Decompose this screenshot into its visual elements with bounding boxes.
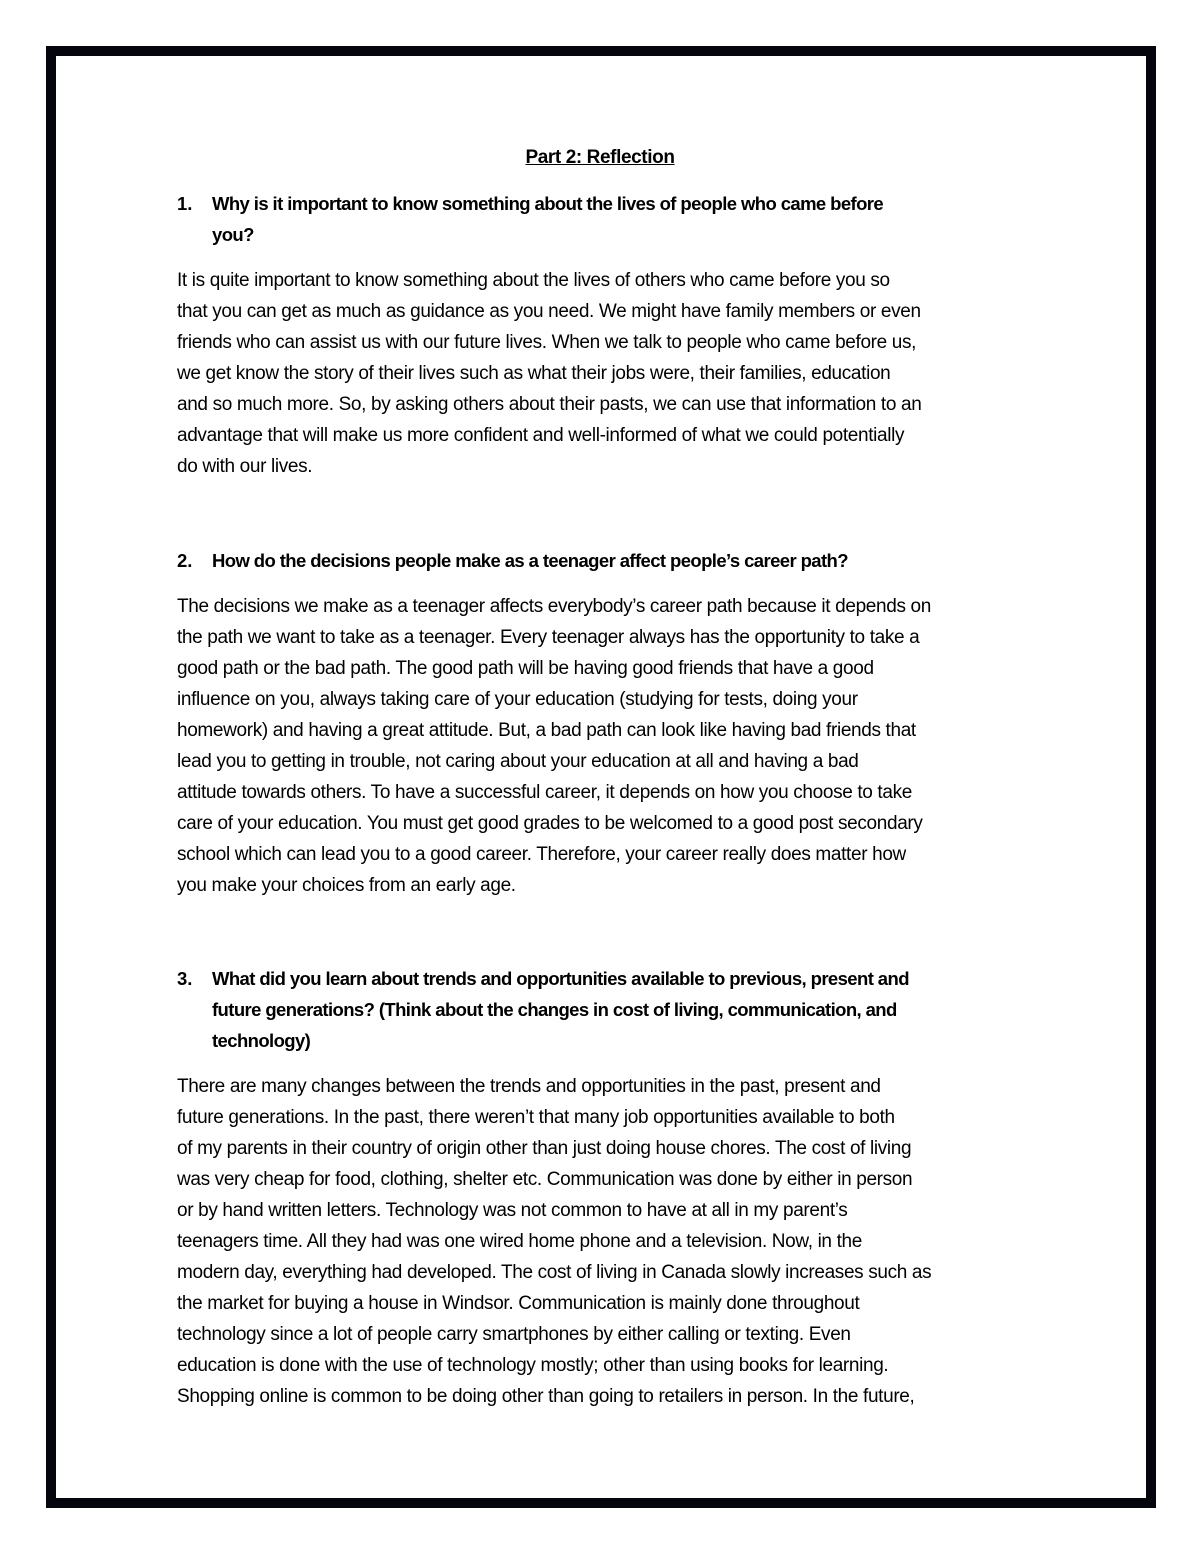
answer-line: do with our lives. [177,456,313,477]
question-line: What did you learn about trends and opportunities available to previous, present and [212,968,909,989]
answer-line: was very cheap for food, clothing, shelter etc. Communication was done by either in person [177,1169,913,1190]
answer-line: the path we want to take as a teenager. Every teenager always has the opportunity to take a [177,627,920,648]
answer-line: and so much more. So, by asking others about their pasts, we can use that information to an [177,394,922,415]
question-number: 1. [177,193,193,214]
answer-line: we get know the story of their lives such as what their jobs were, their families, education [177,363,891,384]
answer-line: It is quite important to know something about the lives of others who came before you so [177,270,890,291]
answer-line: that you can get as much as guidance as you need. We might have family members or even [177,301,921,322]
answer-line: or by hand written letters. Technology was not common to have at all in my parent’s [177,1200,848,1221]
answer-line: advantage that will make us more confident and well-informed of what we could potentially [177,425,905,446]
question-2 [177,545,848,576]
answer-line: modern day, everything had developed. The cost of living in Canada slowly increases such as [177,1262,932,1283]
answer-line: school which can lead you to a good career. Therefore, your career really does matter how [177,844,906,865]
answer-line: education is done with the use of technology mostly; other than using books for learning. [177,1355,889,1376]
answer-line: care of your education. You must get good grades to be welcomed to a good post secondary [177,813,923,834]
answer-line: friends who can assist us with our future lives. When we talk to people who came before us, [177,332,917,353]
question-line: you? [212,224,254,245]
answer-line: There are many changes between the trends and opportunities in the past, present and [177,1076,881,1097]
answer-line: of my parents in their country of origin other than just doing house chores. The cost of living [177,1138,912,1159]
answer-2 [177,591,931,901]
answer-line: attitude towards others. To have a successful career, it depends on how you choose to take [177,782,912,803]
answer-line: lead you to getting in trouble, not caring about your education at all and having a bad [177,751,859,772]
answer-line: influence on you, always taking care of your education (studying for tests, doing your [177,689,858,710]
question-1 [177,188,883,250]
answer-line: technology since a lot of people carry smartphones by either calling or texting. Even [177,1324,851,1345]
question-number: 2. [177,550,193,571]
answer-line: The decisions we make as a teenager affects everybody’s career path because it depends on [177,596,931,617]
answer-line: Shopping online is common to be doing other than going to retailers in person. In the future, [177,1386,915,1407]
question-line: technology) [212,1030,311,1051]
question-line: Why is it important to know something about the lives of people who came before [212,193,884,214]
question-3 [177,963,909,1056]
answer-line: the market for buying a house in Windsor. Communication is mainly done throughout [177,1293,860,1314]
answer-3 [177,1071,931,1412]
answer-1 [177,265,921,482]
question-number: 3. [177,968,193,989]
page-title: Part 2: Reflection [525,147,675,168]
question-line: future generations? (Think about the changes in cost of living, communication, and [212,999,897,1020]
question-line: How do the decisions people make as a teenager affect people’s career path? [212,550,848,571]
answer-line: you make your choices from an early age. [177,875,516,896]
answer-line: homework) and having a great attitude. But, a bad path can look like having bad friends that [177,720,916,741]
answer-line: future generations. In the past, there weren’t that many job opportunities available to both [177,1107,895,1128]
answer-line: teenagers time. All they had was one wired home phone and a television. Now, in the [177,1231,862,1252]
answer-line: good path or the bad path. The good path will be having good friends that have a good [177,658,874,679]
